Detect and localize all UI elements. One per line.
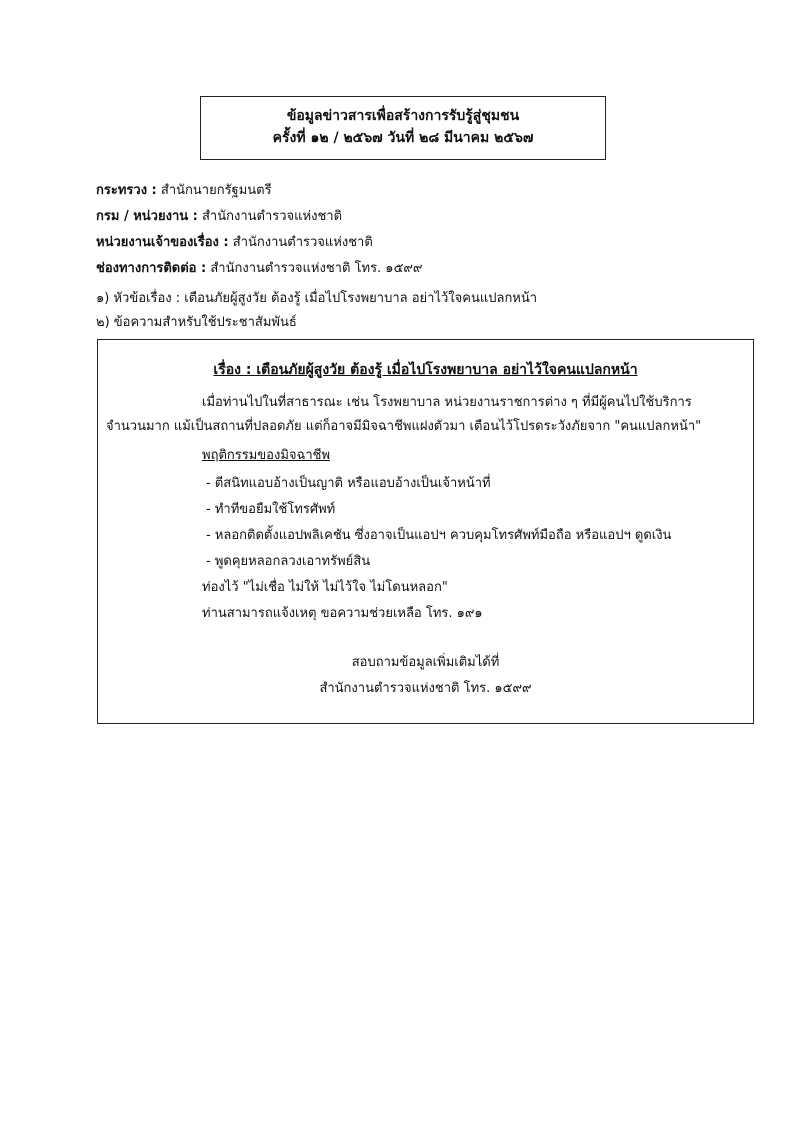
contact-value: สำนักงานตำรวจแห่งชาติ โทร. ๑๕๙๙ — [206, 261, 423, 276]
ministry-value: สำนักนายกรัฐมนตรี — [156, 183, 272, 198]
contact-label: ช่องทางการติดต่อ : — [96, 261, 207, 276]
department-value: สำนักงานตำรวจแห่งชาติ — [197, 209, 343, 224]
items-section — [96, 287, 746, 335]
report-text: ท่านสามารถแจ้งเหตุ ขอความช่วยเหลือ โทร. ๑๙๑ — [202, 606, 483, 621]
paragraph-line-1: เมื่อท่านไปในที่สาธารณะ เช่น โรงพยาบาล หน่วยงานราชการต่าง ๆ ที่มีผู้คนไปใช้บริการ — [202, 395, 692, 410]
slogan-text: ท่องไว้ "ไม่เชื่อ ไม่ให้ ไม่ไว้ใจ ไม่โดนหลอก" — [202, 580, 448, 595]
behavior-item: - ตีสนิทแอบอ้างเป็นญาติ หรือแอบอ้างเป็นเจ้าหน้าที่ — [206, 476, 491, 491]
header-title: ข้อมูลข่าวสารเพื่อสร้างการรับรู้สู่ชุมชน — [286, 108, 520, 124]
item-message: ๒) ข้อความสำหรับใช้ประชาสัมพันธ์ — [96, 315, 297, 330]
contact-footer: สำนักงานตำรวจแห่งชาติ โทร. ๑๕๙๙ — [319, 681, 532, 696]
meta-ministry — [96, 178, 746, 204]
department-label: กรม / หน่วยงาน : — [96, 209, 198, 224]
owner-label: หน่วยงานเจ้าของเรื่อง : — [96, 235, 229, 250]
behavior-item: - ทำทีขอยืมใช้โทรศัพท์ — [206, 502, 336, 517]
content-box — [97, 339, 754, 724]
meta-owner — [96, 230, 746, 256]
behavior-item: - พูดคุยหลอกลวงเอาทรัพย์สิน — [206, 554, 371, 569]
meta-section — [96, 178, 746, 282]
header-issue-date: ครั้งที่ ๑๒ / ๒๕๖๗ วันที่ ๒๘ มีนาคม ๒๕๖๗ — [272, 130, 534, 146]
behavior-item: - หลอกติดตั้งแอปพลิเคชัน ซึ่งอาจเป็นแอปฯ ควบคุมโทรศัพท์มือถือ หรือแอปฯ ดูดเงิน — [206, 528, 672, 543]
header-box — [200, 96, 606, 160]
item-topic: ๑) หัวข้อเรื่อง : เตือนภัยผู้สูงวัย ต้องรู้ เมื่อไปโรงพยาบาล อย่าไว้ใจคนแปลกหน้า — [96, 291, 538, 306]
paragraph-line-2: จำนวนมาก แม้เป็นสถานที่ปลอดภัย แต่ก็อาจมีมิจฉาชีพแฝงตัวมา เตือนไว้โปรดระวังภัยจาก "คนแปลกหน้า" — [106, 419, 702, 434]
owner-value: สำนักงานตำรวจแห่งชาติ — [228, 235, 373, 250]
ministry-label: กระทรวง : — [96, 183, 157, 198]
meta-department — [96, 204, 746, 230]
subject-heading: เรื่อง : เตือนภัยผู้สูงวัย ต้องรู้ เมื่อไปโรงพยาบาล อย่าไว้ใจคนแปลกหน้า — [213, 362, 638, 378]
behaviors-title: พฤติกรรมของมิจฉาชีพ — [202, 448, 331, 463]
meta-contact — [96, 256, 746, 282]
inquire-text: สอบถามข้อมูลเพิ่มเติมได้ที่ — [351, 655, 500, 670]
